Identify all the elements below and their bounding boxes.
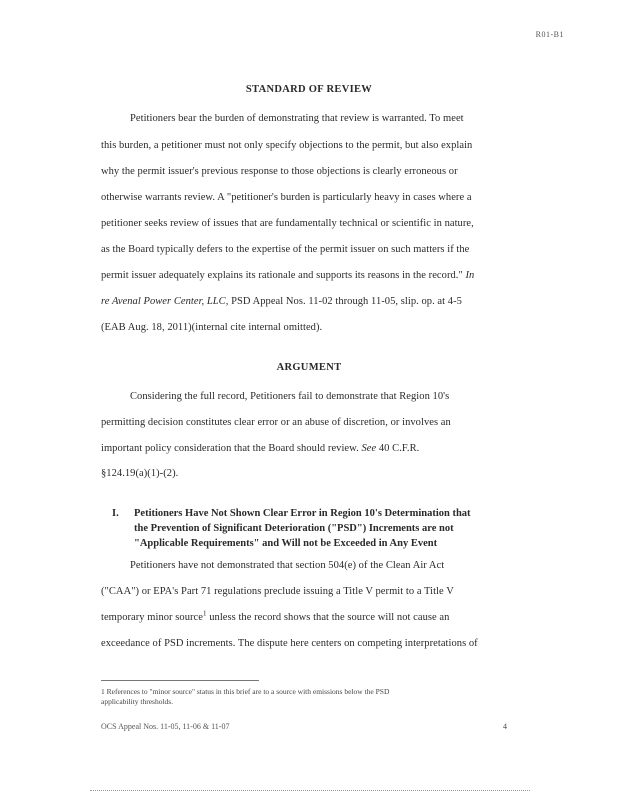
section-body-line-3b: unless the record shows that the source will not cause an [206,612,450,623]
footer-case-numbers: OCS Appeal Nos. 11-05, 11-06 & 11-07 [101,722,230,731]
section-body-line-4: exceedance of PSD increments. The dispute here centers on competing interpretations of [101,638,478,649]
footnote-marker[interactable]: 1 [202,609,207,618]
section-title-line-3: "Applicable Requirements" and Will not be Exceeded in Any Event [134,538,438,549]
argument-heading: ARGUMENT [276,362,342,373]
section-title-line-2: the Prevention of Significant Deterioration ("PSD") Increments are not [134,523,454,534]
argument-line-3 [101,443,419,454]
case-cite-start: In [465,270,475,281]
argument-line-2: permitting decision constitutes clear error or an abuse of discretion, or involves an [101,417,451,428]
page-number: 4 [503,722,507,731]
footnote-line-1: 1 References to "minor source" status in this brief are to a source with emissions below the PSD [101,687,390,696]
standard-line-7-text: permit issuer adequately explains its rationale and supports its reasons in the record." [101,270,463,281]
standard-line-1: Petitioners bear the burden of demonstrating that review is warranted. To meet [130,113,464,124]
standard-line-8-text: PSD Appeal Nos. 11-02 through 11-05, slip. op. at 4-5 [231,296,462,307]
see-signal: See [361,443,377,454]
section-body-line-1: Petitioners have not demonstrated that section 504(e) of the Clean Air Act [130,560,445,571]
scan-edge-artifact [90,790,530,791]
section-body-line-3a: temporary minor source [101,612,203,623]
footnote-divider [101,680,259,681]
standard-line-9: (EAB Aug. 18, 2011)(internal cite internal omitted). [101,322,323,333]
argument-line-3-text: important policy consideration that the Board should review. [101,443,359,454]
argument-line-1: Considering the full record, Petitioners fail to demonstrate that Region 10's [130,391,450,402]
standard-line-2: this burden, a petitioner must not only specify objections to the permit, but also explain [101,140,473,151]
section-title-line-1: Petitioners Have Not Shown Clear Error in Region 10's Determination that [134,508,471,519]
section-body-line-2: ("CAA") or EPA's Part 71 regulations preclude issuing a Title V permit to a Title V [101,586,454,597]
standard-line-3: why the permit issuer's previous response to those objections is clearly erroneous or [101,166,458,177]
standard-of-review-heading: STANDARD OF REVIEW [245,84,373,95]
section-body-line-3 [101,609,450,623]
argument-line-3-tail: 40 C.F.R. [378,443,420,454]
standard-line-7 [101,270,474,281]
footnote-line-2: applicability thresholds. [101,697,174,706]
argument-line-4: §124.19(a)(1)-(2). [101,468,179,479]
case-name: re Avenal Power Center, LLC, [101,296,229,307]
standard-line-6: as the Board typically defers to the expertise of the permit issuer on such matters if the [101,244,470,255]
standard-line-4: otherwise warrants review. A "petitioner's burden is particularly heavy in cases where a [101,192,472,203]
standard-line-8 [101,296,462,307]
document-id: R01-B1 [535,30,564,39]
section-number: I. [112,508,119,519]
standard-line-5: petitioner seeks review of issues that are fundamentally technical or scientific in nature, [101,218,474,229]
